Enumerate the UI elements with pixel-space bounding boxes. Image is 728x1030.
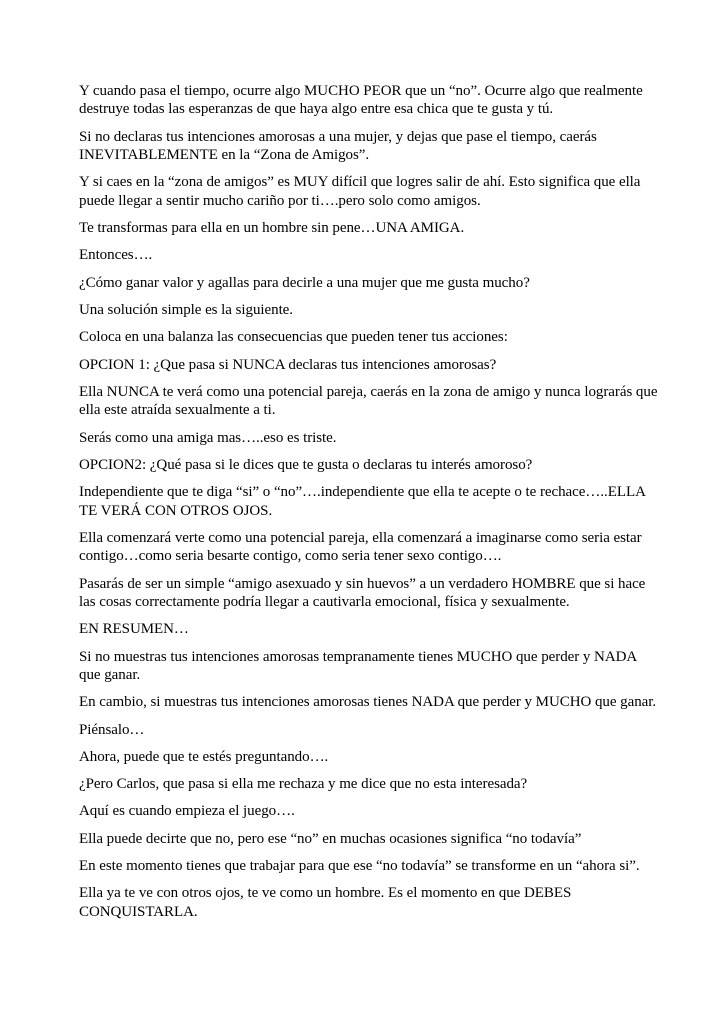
paragraph: Coloca en una balanza las consecuencias que pueden tener tus acciones: — [79, 329, 508, 346]
paragraph: Ahora, puede que te estés preguntando…. — [79, 748, 329, 765]
document-page — [79, 82, 659, 930]
paragraph: Ella comenzará verte como una potencial pareja, ella comenzará a imaginarse como seria estar contigo…como seria besarte contigo, como seria tener sexo contigo…. — [79, 529, 642, 565]
paragraph: OPCION 1: ¿Que pasa si NUNCA declaras tus intenciones amorosas? — [79, 356, 497, 373]
paragraph: Si no declaras tus intenciones amorosas a una mujer, y dejas que pase el tiempo, caerás INEVITABLEMENTE en la “Zona de Amigos”. — [79, 128, 597, 164]
paragraph: Serás como una amiga mas…..eso es triste. — [79, 429, 337, 446]
paragraph: Ella puede decirte que no, pero ese “no” en muchas ocasiones significa “no todavía” — [79, 830, 582, 847]
paragraph: ¿Pero Carlos, que pasa si ella me rechaza y me dice que no esta interesada? — [79, 776, 528, 793]
paragraph: ¿Cómo ganar valor y agallas para decirle a una mujer que me gusta mucho? — [79, 274, 530, 291]
paragraph: Independiente que te diga “si” o “no”….independiente que ella te acepte o te rechace…..ELLA TE VERÁ CON OTROS OJOS. — [79, 484, 646, 519]
paragraph: Ella NUNCA te verá como una potencial pareja, caerás en la zona de amigo y nunca lograrás que ella este atraída sexualmente a ti. — [79, 383, 658, 419]
paragraph: Piénsalo… — [79, 721, 145, 738]
paragraph: En este momento tienes que trabajar para que ese “no todavía” se transforme en un “ahora si”. — [79, 858, 640, 875]
paragraph: OPCION2: ¿Qué pasa si le dices que te gusta o declaras tu interés amoroso? — [79, 456, 533, 473]
paragraph: Aquí es cuando empieza el juego…. — [79, 803, 295, 820]
paragraph: EN RESUMEN… — [79, 621, 189, 638]
paragraph: En cambio, si muestras tus intenciones amorosas tienes NADA que perder y MUCHO que ganar. — [79, 694, 657, 711]
paragraph: Y si caes en la “zona de amigos” es MUY difícil que logres salir de ahí. Esto significa que ella puede llegar a sentir mucho cariño por ti….pero solo como amigos. — [79, 174, 641, 209]
paragraph: Y cuando pasa el tiempo, ocurre algo MUCHO PEOR que un “no”. Ocurre algo que realmente destruye todas las esperanzas de que haya algo entre esa chica que te gusta y tú. — [79, 83, 643, 118]
paragraph: Pasarás de ser un simple “amigo asexuado y sin huevos” a un verdadero HOMBRE que si hace las cosas correctamente podría llegar a cautivarla emocional, física y sexualmente. — [79, 575, 646, 610]
paragraph: Si no muestras tus intenciones amorosas tempranamente tienes MUCHO que perder y NADA que ganar. — [79, 648, 637, 683]
paragraph: Ella ya te ve con otros ojos, te ve como un hombre. Es el momento en que DEBES CONQUISTARLA. — [79, 885, 572, 920]
paragraph: Una solución simple es la siguiente. — [79, 302, 293, 318]
paragraph: Te transformas para ella en un hombre sin pene…UNA AMIGA. — [79, 220, 465, 237]
paragraph: Entonces…. — [79, 247, 153, 264]
